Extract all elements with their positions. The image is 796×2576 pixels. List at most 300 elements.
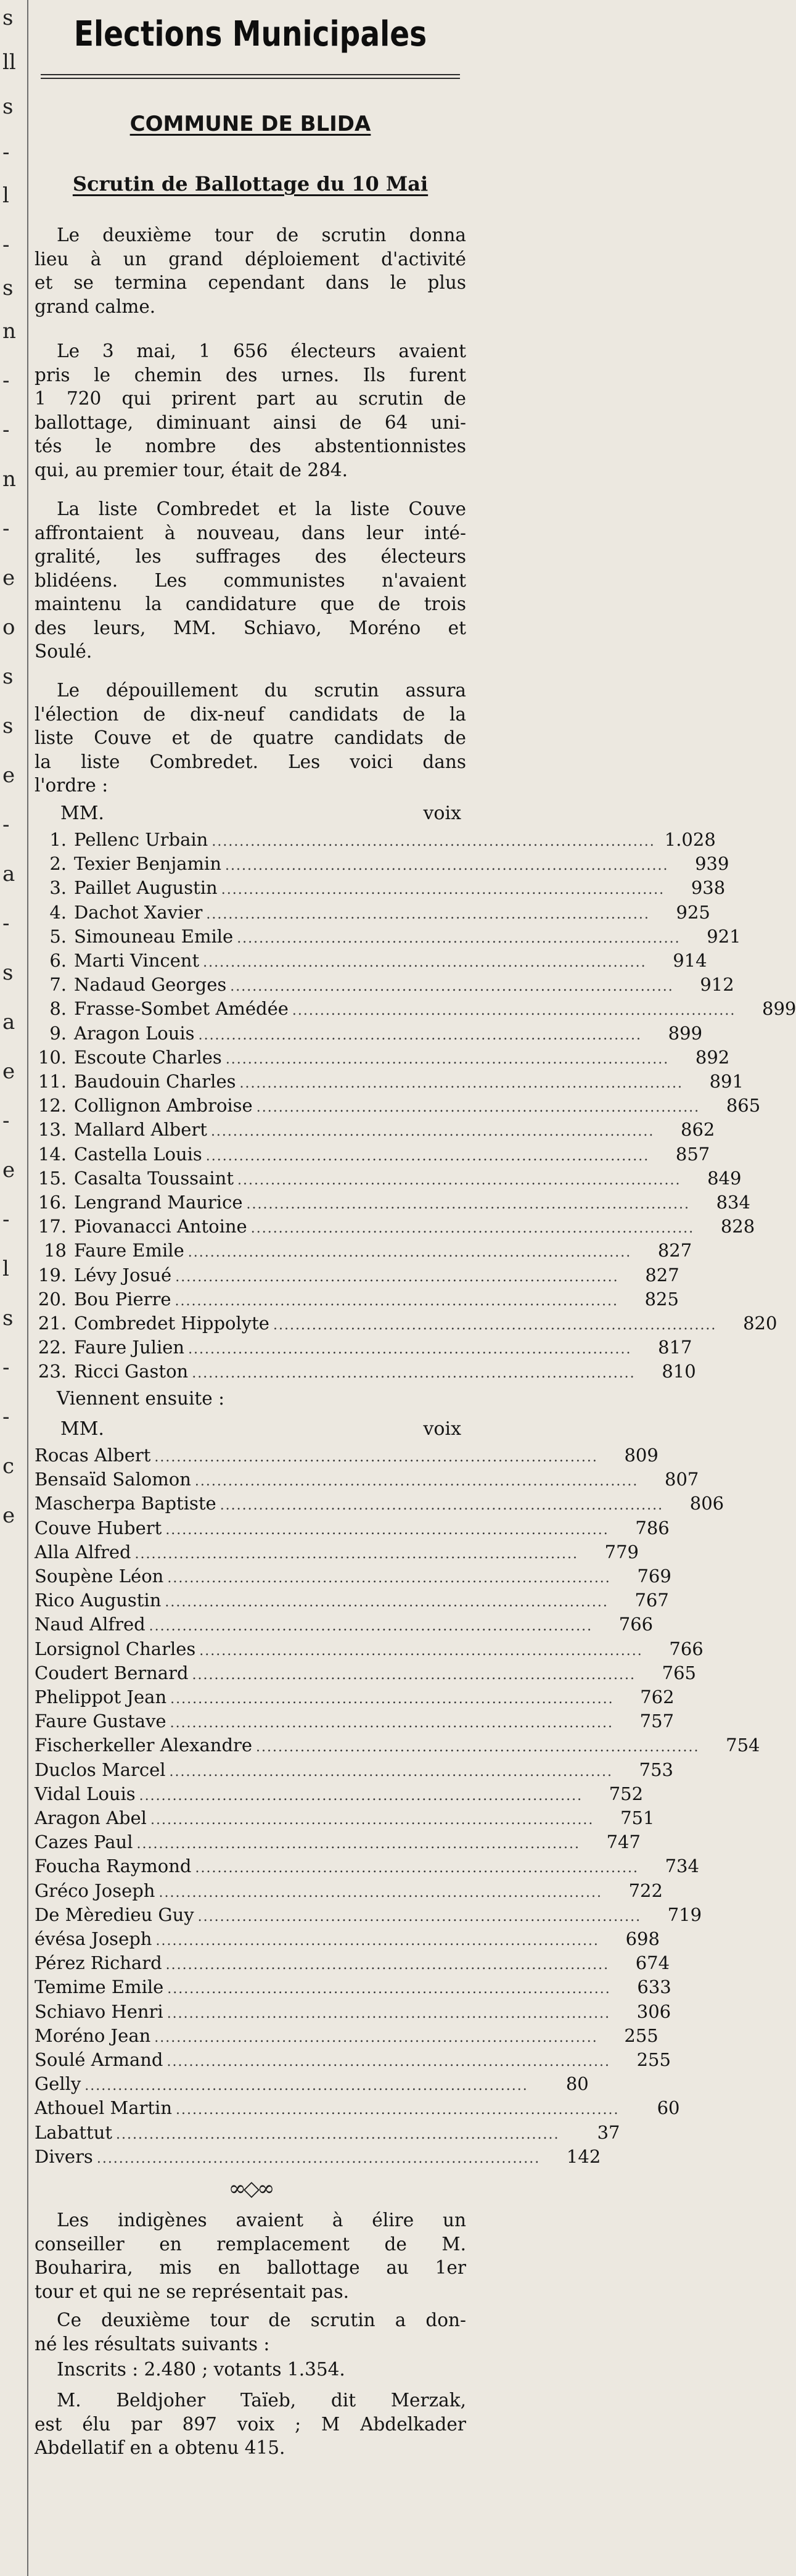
candidate-row <box>35 1239 692 1262</box>
left-column-fragment: c <box>2 1454 15 1479</box>
paragraph-line: tour et qui ne se représentait pas. <box>35 2281 349 2302</box>
candidate-row <box>35 1516 670 1540</box>
left-column-fragment: - <box>2 516 10 541</box>
leader-dots: ................................................................................ <box>154 1450 598 1465</box>
rank-number: 13. <box>38 1119 67 1141</box>
candidate-row <box>35 1166 742 1190</box>
leader-dots: ................................................................................ <box>165 1957 610 1973</box>
vote-count: 921 <box>707 925 741 947</box>
vote-count: 722 <box>628 1880 663 1901</box>
paragraph-line: Les indigènes avaient à élire un <box>57 2210 466 2231</box>
paragraph-line: blidéens. Les communistes n'avaient <box>35 569 466 591</box>
candidate-row <box>35 997 796 1020</box>
vote-count: 925 <box>676 901 710 923</box>
candidate-name: Piovanacci Antoine <box>74 1216 247 1237</box>
rank-number: 21. <box>38 1313 67 1334</box>
candidate-row <box>35 2096 680 2120</box>
candidate-name: Schiavo Henri <box>35 2000 163 2022</box>
vote-count: 80 <box>565 2073 589 2095</box>
candidate-row <box>35 1492 724 1515</box>
leader-dots: ................................................................................ <box>176 2102 620 2118</box>
rank-number: 17. <box>38 1216 67 1237</box>
paragraph-line: affrontaient à nouveau, dans leur inté- <box>35 522 466 543</box>
candidate-row <box>35 1311 778 1335</box>
column-divider <box>27 0 28 2576</box>
leader-dots: ................................................................................ <box>155 1933 599 1949</box>
vote-count: 807 <box>665 1469 699 1490</box>
paragraph-line: pris le chemin des urnes. Ils furent <box>35 364 466 386</box>
vote-count: 849 <box>707 1167 742 1189</box>
leader-dots: ................................................................................ <box>237 930 681 946</box>
candidate-row <box>35 1191 750 1214</box>
leader-dots: ................................................................................ <box>166 2005 611 2021</box>
ballot-subheading: Scrutin de Ballottage du 10 Mai <box>72 172 429 196</box>
vote-count: 939 <box>695 853 729 875</box>
left-column-fragment: l <box>2 183 9 208</box>
paragraph-line: des leurs, MM. Schiavo, Moréno et <box>35 617 466 638</box>
left-column-fragment: - <box>2 1355 10 1380</box>
left-column-fragment: s <box>2 94 14 119</box>
candidate-row <box>35 1661 696 1685</box>
vote-count: 912 <box>700 974 734 996</box>
vote-count: 769 <box>637 1566 671 1587</box>
vote-count: 60 <box>657 2097 680 2119</box>
left-column-fragment: ll <box>2 50 16 75</box>
paragraph-line: ballottage, diminuant ainsi de 64 uni- <box>35 411 466 433</box>
leader-dots: ................................................................................ <box>230 979 674 995</box>
left-column-fragment: - <box>2 1405 10 1429</box>
candidate-row <box>35 1468 699 1491</box>
candidate-name: Baudouin Charles <box>74 1071 236 1092</box>
left-column-fragment: - <box>2 812 10 837</box>
rank-number: 15. <box>38 1167 67 1189</box>
vote-count: 827 <box>657 1240 692 1261</box>
candidate-name: Mallard Albert <box>74 1119 207 1141</box>
candidate-name: Athouel Martin <box>35 2097 173 2119</box>
vote-count: 757 <box>639 1711 675 1732</box>
vote-count: 747 <box>606 1831 641 1853</box>
left-column-fragment: s <box>2 6 14 30</box>
candidate-name: Fischerkeller Alexandre <box>35 1735 253 1756</box>
vote-count: 806 <box>689 1493 724 1514</box>
paragraph-line: liste Couve et de quatre candidats de <box>35 727 466 748</box>
candidate-name: Simouneau Emile <box>74 925 234 947</box>
paragraph-line: qui, au premier tour, était de 284. <box>35 459 348 481</box>
vote-count: 698 <box>625 1928 660 1949</box>
candidate-row <box>35 1540 639 1564</box>
vote-count: 766 <box>669 1638 704 1659</box>
candidate-name: Labattut <box>35 2121 113 2143</box>
vote-count: 834 <box>716 1192 750 1213</box>
left-column-fragment: - <box>2 911 10 936</box>
left-column-fragment: - <box>2 1207 10 1232</box>
candidate-row <box>35 2072 589 2095</box>
headline-rule-thin <box>41 78 460 79</box>
rank-number: 9. <box>49 1022 67 1044</box>
paragraph-line: tés le nombre des abstentionnistes <box>35 436 466 456</box>
candidate-row <box>35 1263 679 1287</box>
vote-count: 633 <box>637 1976 671 1998</box>
leader-dots: ................................................................................ <box>169 1764 613 1780</box>
vote-count: 827 <box>645 1264 679 1286</box>
paragraph-line: la liste Combredet. Les voici dans <box>35 751 466 772</box>
left-column-fragment: l <box>2 1257 9 1281</box>
paragraph-line: né les résultats suivants : <box>35 2333 270 2355</box>
leader-dots: ................................................................................ <box>192 1366 636 1382</box>
candidate-name: Coudert Bernard <box>35 1662 189 1683</box>
vote-count: 810 <box>662 1361 696 1382</box>
candidate-row <box>35 1443 659 1467</box>
vote-count: 734 <box>665 1856 699 1877</box>
left-column-fragment: s <box>2 664 14 689</box>
candidate-name: Lengrand Maurice <box>74 1192 243 1213</box>
left-column-fragment: e <box>2 566 15 590</box>
candidate-name: Castella Louis <box>74 1143 202 1165</box>
vote-count: 255 <box>636 2049 671 2070</box>
leader-dots: ................................................................................ <box>174 1293 618 1309</box>
paragraph <box>35 679 466 798</box>
rank-number: 6. <box>49 950 67 971</box>
candidate-row <box>35 1588 669 1612</box>
left-column-fragment: - <box>2 368 10 393</box>
paragraph-line: M. Beldjoher Taïeb, dit Merzak, <box>57 2390 466 2411</box>
leader-dots: ................................................................................ <box>225 1051 670 1067</box>
rank-number: 19. <box>38 1264 67 1286</box>
paragraph-line: Inscrits : 2.480 ; votants 1.354. <box>57 2359 345 2380</box>
vote-count: 914 <box>673 950 707 971</box>
voix-label-2: voix <box>423 1418 461 1440</box>
candidate-name: Nadaud Georges <box>74 974 227 996</box>
candidate-name: Casalta Toussaint <box>74 1167 234 1189</box>
left-column-fragment: n <box>2 467 16 492</box>
left-column-fragment: e <box>2 763 15 788</box>
left-column-fragment: n <box>2 319 16 344</box>
candidate-name: Mascherpa Baptiste <box>35 1493 216 1514</box>
rank-number: 11. <box>38 1071 67 1092</box>
candidate-name: Ricci Gaston <box>74 1361 189 1382</box>
rank-number: 12. <box>38 1095 67 1117</box>
leader-dots: ................................................................................ <box>175 1269 619 1285</box>
rank-number: 2. <box>49 853 67 875</box>
headline: Elections Municipales <box>73 14 427 54</box>
rank-number: 23. <box>38 1361 67 1382</box>
paragraph <box>35 2208 466 2303</box>
paragraph-line: est élu par 897 voix ; M Abdelkader <box>35 2413 466 2435</box>
leader-dots: ................................................................................ <box>134 1546 578 1562</box>
left-column-fragment: - <box>2 418 10 442</box>
vote-count: 891 <box>709 1071 744 1092</box>
vote-count: 817 <box>658 1337 692 1358</box>
vote-count: 809 <box>624 1445 659 1466</box>
leader-dots: ................................................................................ <box>237 1172 681 1188</box>
paragraph <box>35 2308 466 2356</box>
leader-dots: ................................................................................ <box>96 2150 541 2166</box>
left-column-fragment: - <box>2 140 10 165</box>
left-column-fragment: - <box>2 233 10 257</box>
paragraph-line: Abdellatif en a obtenu 415. <box>35 2437 285 2458</box>
candidate-name: Rocas Albert <box>35 1445 151 1466</box>
vote-count: 828 <box>720 1216 755 1237</box>
candidate-name: Lorsignol Charles <box>35 1638 196 1659</box>
leader-dots: ................................................................................ <box>192 1667 636 1683</box>
paragraph-line: et se termina cependant dans le plus <box>35 272 466 293</box>
rank-number: 3. <box>49 877 67 899</box>
mm-label-2: MM. <box>60 1418 104 1440</box>
candidate-name: Pérez Richard <box>35 1952 162 1974</box>
mm-label: MM. <box>60 803 104 824</box>
commune-heading: COMMUNE DE BLIDA <box>129 112 371 136</box>
candidate-row <box>35 876 726 899</box>
rank-number: 22. <box>38 1337 67 1358</box>
candidate-row <box>35 1335 692 1359</box>
candidate-name: Foucha Raymond <box>35 1856 192 1877</box>
vote-count: 142 <box>566 2145 601 2167</box>
candidate-name: Couve Hubert <box>35 1517 162 1538</box>
candidate-row <box>35 1070 744 1093</box>
leader-dots: ................................................................................ <box>273 1318 717 1333</box>
candidate-name: Rico Augustin <box>35 1590 162 1611</box>
vote-count: 938 <box>691 877 726 899</box>
article <box>35 0 796 2576</box>
left-column-fragment: - <box>2 1108 10 1133</box>
candidate-name: Dachot Xavier <box>74 901 203 923</box>
candidate-row <box>35 901 710 924</box>
left-column-fragment: e <box>2 1059 15 1084</box>
vote-count: 37 <box>597 2121 620 2143</box>
leader-dots: ................................................................................ <box>158 1885 602 1901</box>
paragraph-line: Bouharira, mis en ballottage au 1er <box>35 2257 466 2278</box>
candidate-name: Escoute Charles <box>74 1046 222 1068</box>
vote-count: 765 <box>662 1662 696 1683</box>
leader-dots: ................................................................................ <box>188 1342 632 1358</box>
candidate-name: Bou Pierre <box>74 1288 171 1310</box>
rank-number: 5. <box>49 925 67 947</box>
candidate-row <box>35 1287 679 1311</box>
leader-dots: ................................................................................ <box>246 1197 690 1212</box>
leader-dots: ................................................................................ <box>149 1619 593 1635</box>
left-column-fragment: s <box>2 714 14 738</box>
rank-number: 10. <box>38 1046 67 1068</box>
candidate-row <box>35 1903 702 1926</box>
paragraph-line: Le 3 mai, 1 656 électeurs avaient <box>57 341 466 361</box>
candidate-row <box>35 1951 670 1975</box>
vote-count: 306 <box>636 2000 671 2022</box>
leader-dots: ................................................................................ <box>170 1691 614 1707</box>
leader-dots: ................................................................................ <box>220 1498 664 1514</box>
leader-dots: ................................................................................ <box>194 1474 639 1490</box>
vote-count: 674 <box>635 1952 670 1974</box>
candidate-row <box>35 1879 663 1902</box>
vote-count: 767 <box>634 1590 669 1611</box>
vote-count: 865 <box>726 1095 761 1117</box>
leader-dots: ................................................................................ <box>170 1715 614 1732</box>
paragraph <box>35 2388 466 2460</box>
candidate-name: Pellenc Urbain <box>74 829 208 850</box>
leader-dots: ................................................................................ <box>167 1571 611 1586</box>
candidate-name: Temime Emile <box>35 1976 164 1998</box>
candidate-name: Alla Alfred <box>35 1541 131 1563</box>
leader-dots: ................................................................................ <box>210 1124 655 1140</box>
candidate-row <box>35 1782 644 1806</box>
candidate-row <box>35 1215 755 1238</box>
paragraph-line: l'ordre : <box>35 775 109 796</box>
candidate-name: Vidal Louis <box>35 1783 136 1804</box>
leader-dots: ................................................................................ <box>205 1148 650 1164</box>
leader-dots: ................................................................................ <box>136 1836 580 1852</box>
candidate-row <box>35 1975 671 1999</box>
candidate-name: Faure Gustave <box>35 1711 166 1732</box>
candidate-name: Soupène Léon <box>35 1566 164 1587</box>
rank-number: 18 <box>44 1240 67 1261</box>
candidate-name: Aragon Abel <box>35 1807 147 1828</box>
candidate-name: Moréno Jean <box>35 2025 151 2046</box>
paragraph <box>35 497 466 664</box>
candidate-row <box>35 1733 760 1757</box>
paragraph-line: Soulé. <box>35 641 92 662</box>
candidate-row <box>35 1046 730 1069</box>
rank-number: 7. <box>49 974 67 996</box>
paragraph <box>35 2358 466 2382</box>
paragraph-line: 1 720 qui prirent part au scrutin de <box>35 388 466 409</box>
leader-dots: ................................................................................ <box>292 1003 736 1019</box>
rank-number: 8. <box>49 998 67 1020</box>
candidate-name: Combredet Hippolyte <box>74 1313 269 1334</box>
leader-dots: ................................................................................ <box>256 1100 700 1116</box>
vote-count: 752 <box>609 1783 644 1804</box>
candidate-row <box>35 2121 620 2144</box>
candidate-row <box>35 2145 601 2168</box>
paragraph-line: Le deuxième tour de scrutin donna <box>57 225 466 246</box>
leader-dots: ................................................................................ <box>116 2126 560 2142</box>
vote-count: 899 <box>762 998 796 1020</box>
candidate-name: De Mèredieu Guy <box>35 1904 194 1925</box>
vote-count: 779 <box>604 1541 639 1563</box>
candidate-row <box>35 1685 675 1709</box>
paragraph-line: lieu à un grand déploiement d'activité <box>35 248 466 270</box>
left-column-fragment: a <box>2 862 15 886</box>
candidate-name: Marti Vincent <box>74 950 200 971</box>
candidate-name: Frasse-Sombet Amédée <box>74 998 289 1020</box>
candidate-row <box>35 949 707 972</box>
leader-dots: ................................................................................ <box>199 1643 643 1659</box>
candidate-row <box>35 1637 704 1661</box>
leader-dots: ................................................................................ <box>139 1788 583 1804</box>
paragraph-line: Ce deuxième tour de scrutin a don- <box>57 2310 466 2330</box>
left-column-fragment: a <box>2 1010 15 1034</box>
rank-number: 16. <box>38 1192 67 1213</box>
vote-count: 754 <box>726 1735 760 1756</box>
leader-dots: ................................................................................ <box>154 2029 598 2046</box>
leader-dots: ................................................................................ <box>206 906 650 922</box>
rank-number: 20. <box>38 1288 67 1310</box>
leader-dots: ................................................................................ <box>203 955 647 970</box>
leader-dots: ................................................................................ <box>198 1027 642 1043</box>
vote-count: 857 <box>675 1143 710 1165</box>
section-ornament: ∞◇∞ <box>228 2176 273 2201</box>
candidate-row <box>35 852 729 875</box>
candidate-row <box>35 1806 655 1830</box>
vote-count: 255 <box>624 2025 659 2046</box>
candidate-name: Soulé Armand <box>35 2049 163 2070</box>
leader-dots: ................................................................................ <box>166 2054 610 2070</box>
paragraph-line: conseiller en remplacement de M. <box>35 2233 466 2255</box>
vote-count: 892 <box>695 1046 730 1068</box>
candidate-name: Bensaïd Salomon <box>35 1469 191 1490</box>
candidate-name: Paillet Augustin <box>74 877 218 899</box>
paragraph-line: l'élection de dix-neuf candidats de la <box>35 703 466 725</box>
candidate-row <box>35 1830 641 1854</box>
paragraph <box>35 339 466 482</box>
rank-number: 14. <box>38 1143 67 1165</box>
paragraph-line: La liste Combredet et la liste Couve <box>57 498 466 519</box>
candidate-row <box>35 1709 675 1733</box>
voix-label: voix <box>423 803 461 824</box>
candidate-name: Gelly <box>35 2073 81 2095</box>
candidate-name: Duclos Marcel <box>35 1759 166 1780</box>
candidate-name: Texier Benjamin <box>74 853 222 875</box>
candidate-row <box>35 2000 671 2023</box>
vote-count: 899 <box>668 1022 703 1044</box>
candidate-row <box>35 2048 671 2071</box>
leader-dots: ................................................................................ <box>167 1981 611 1997</box>
candidate-name: Lévy Josué <box>74 1264 172 1286</box>
vote-count: 862 <box>681 1119 715 1141</box>
vote-count: 1.028 <box>664 829 716 850</box>
candidate-row <box>35 1094 761 1117</box>
vote-count: 820 <box>743 1313 778 1334</box>
candidate-name: Gréco Joseph <box>35 1880 155 1901</box>
paragraph-line: grand calme. <box>35 295 156 317</box>
left-column-fragment: o <box>2 615 15 640</box>
vote-count: 825 <box>644 1288 679 1310</box>
vote-count: 751 <box>620 1807 655 1828</box>
headline-rule <box>41 74 460 75</box>
leader-dots: ................................................................................ <box>195 1860 639 1876</box>
candidate-row <box>35 1142 710 1166</box>
rank-number: 4. <box>49 901 67 923</box>
candidate-row <box>35 1612 654 1636</box>
candidate-row <box>35 1022 703 1045</box>
candidate-name: évésa Joseph <box>35 1928 152 1949</box>
paragraph-line: Le dépouillement du scrutin assura <box>57 680 466 701</box>
leader-dots: ................................................................................ <box>197 1909 642 1925</box>
paragraph <box>35 223 466 318</box>
following-intro-text: Viennent ensuite : <box>57 1388 225 1409</box>
left-column-fragment: s <box>2 276 14 300</box>
leader-dots: ................................................................................ <box>165 1595 609 1611</box>
leader-dots: ................................................................................ <box>84 2078 528 2094</box>
paragraph-line: maintenu la candidature que de trois <box>35 593 466 614</box>
leader-dots: ................................................................................ <box>256 1740 700 1756</box>
candidate-name: Divers <box>35 2145 93 2167</box>
candidate-name: Aragon Louis <box>74 1022 195 1044</box>
candidate-name: Faure Julien <box>74 1337 185 1358</box>
vote-count: 762 <box>640 1686 675 1707</box>
candidate-name: Faure Emile <box>74 1240 184 1261</box>
leader-dots: ................................................................................ <box>225 858 669 874</box>
left-column-fragment: s <box>2 1306 14 1331</box>
left-column-fragment: e <box>2 1503 15 1528</box>
leader-dots: ................................................................................ <box>187 1245 632 1261</box>
adjacent-column-fragment <box>0 0 22 2576</box>
candidate-row <box>35 1854 699 1878</box>
candidate-name: Naud Alfred <box>35 1614 146 1635</box>
vote-count: 766 <box>618 1614 654 1635</box>
candidate-row <box>35 1927 660 1951</box>
vote-count: 719 <box>667 1904 702 1925</box>
candidate-row <box>35 2024 659 2047</box>
leader-dots: ................................................................................ <box>239 1076 683 1091</box>
